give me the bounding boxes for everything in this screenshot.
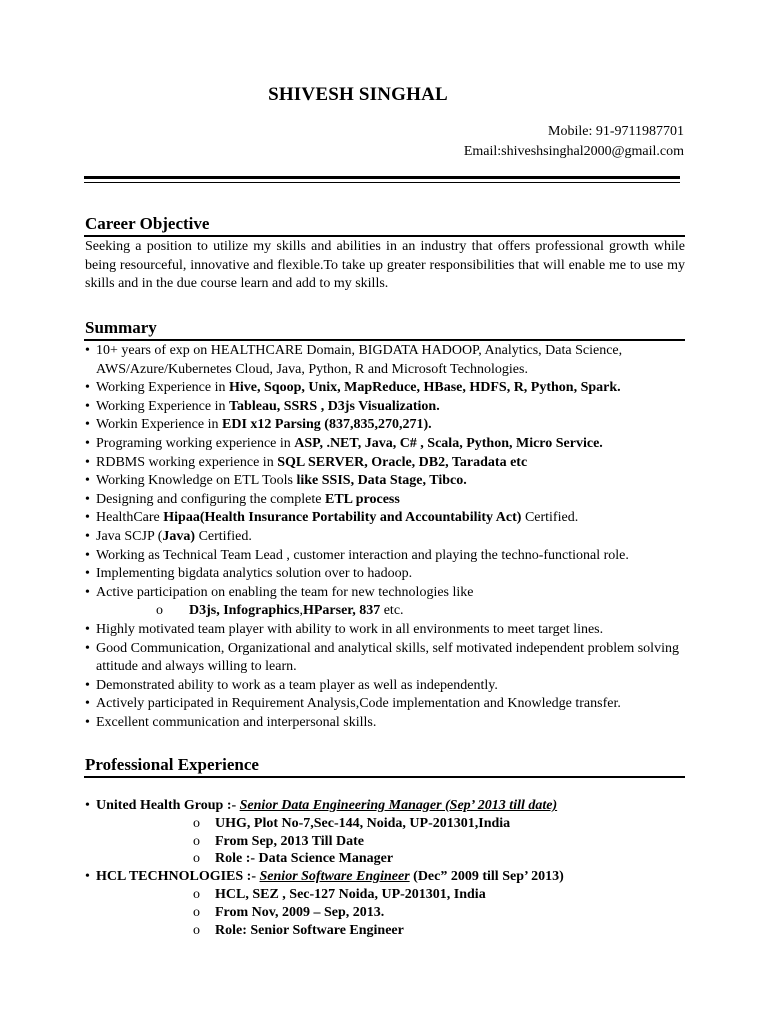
list-item: • Good Communication, Organizational and analytical skills, self motivated independent problem solving attitude and always willing to learn. <box>85 640 679 675</box>
list-item: • Programing working experience in ASP, .NET, Java, C# , Scala, Python, Micro Service. <box>85 435 685 454</box>
list-item: • Highly motivated team player with ability to work in all environments to meet target lines. <box>85 621 685 640</box>
bullet-icon: • <box>85 417 90 433</box>
job-detail: o Role :- Data Science Manager <box>193 851 394 867</box>
list-item: o D3js, Infographics,HParser, 837 etc. <box>85 602 685 621</box>
bullet-icon: • <box>85 696 90 712</box>
list-item: • Working as Technical Team Lead , customer interaction and playing the techno-functional role. <box>85 547 685 566</box>
list-item: • Designing and configuring the complete ETL process <box>85 491 685 510</box>
bullet-icon: • <box>85 677 90 693</box>
bullet-icon: • <box>85 343 90 358</box>
sub-bullet-icon: o <box>193 904 200 920</box>
bullet-icon: • <box>85 473 90 489</box>
list-item: • HealthCare Hipaa(Health Insurance Portability and Accountability Act) Certified. <box>85 509 685 528</box>
bullet-icon: • <box>85 510 90 526</box>
job-detail: o From Sep, 2013 Till Date <box>193 833 364 849</box>
job-entry <box>85 797 685 815</box>
list-item: • Implementing bigdata analytics solution over to hadoop. <box>85 565 685 584</box>
list-item: • Working Experience in Hive, Sqoop, Unix, MapReduce, HBase, HDFS, R, Python, Spark. <box>85 379 685 398</box>
job-dates: (Dec” 2009 till Sep’ 2013) <box>409 869 564 885</box>
bullet-icon: • <box>85 714 90 730</box>
summary-divider <box>84 339 685 341</box>
list-item: • Java SCJP (Java) Certified. <box>85 528 685 547</box>
list-item: • 10+ years of exp on HEALTHCARE Domain, BIGDATA HADOOP, Analytics, Data Science, AWS/Azure/Kubernetes Cloud, Java, Python, R and Microsoft Technologies. <box>85 343 623 377</box>
career-objective-divider <box>84 235 685 237</box>
job-detail: o From Nov, 2009 – Sep, 2013. <box>193 904 385 920</box>
experience-heading: Professional Experience <box>85 755 259 774</box>
header-divider-thick <box>84 176 680 179</box>
bullet-icon: • <box>85 566 90 582</box>
career-objective-text: Seeking a position to utilize my skills and abilities in an industry that offers professional growth while being resourceful, innovative and flexible.To take up greater responsibilities that will enable me to use my skills and in the due course learn and add to my skills. <box>85 239 685 292</box>
list-item: • Actively participated in Requirement Analysis,Code implementation and Knowledge transfer. <box>85 695 685 714</box>
job-detail: o Role: Senior Software Engineer <box>193 922 404 938</box>
bullet-icon: • <box>85 528 90 544</box>
bullet-icon: • <box>85 869 90 885</box>
list-item: • Excellent communication and interpersonal skills. <box>85 714 685 733</box>
bullet-icon: • <box>85 380 90 396</box>
bullet-icon: • <box>85 621 90 637</box>
summary-list <box>85 342 685 732</box>
list-item: • Working Experience in Tableau, SSRS , D3js Visualization. <box>85 398 685 417</box>
bullet-icon: • <box>85 454 90 470</box>
sub-bullet-icon: o <box>193 922 200 938</box>
bullet-icon: • <box>85 435 90 451</box>
job-role: Senior Software Engineer <box>259 869 410 885</box>
sub-bullet-icon: o <box>156 603 163 619</box>
experience-list <box>85 797 685 939</box>
company-name: United Health Group :- <box>96 798 240 813</box>
job-detail: o HCL, SEZ , Sec-127 Noida, UP-201301, India <box>193 886 486 902</box>
sub-bullet-icon: o <box>193 851 200 867</box>
summary-heading: Summary <box>85 318 157 337</box>
contact-block <box>464 122 684 162</box>
email-address: Email:shiveshsinghal2000@gmail.com <box>463 144 684 159</box>
candidate-name: SHIVESH SINGHAL <box>268 84 448 105</box>
mobile-number: Mobile: 91-9711987701 <box>548 124 684 139</box>
bullet-icon: • <box>85 491 90 507</box>
list-item: • Workin Experience in EDI x12 Parsing (837,835,270,271). <box>85 416 685 435</box>
job-entry <box>85 868 685 886</box>
bullet-icon: • <box>85 547 90 563</box>
bullet-icon: • <box>85 640 90 656</box>
list-item: • Demonstrated ability to work as a team player as well as independently. <box>85 677 685 696</box>
job-role: Senior Data Engineering Manager (Sep’ 2013 till date) <box>239 798 558 813</box>
list-item: • Working Knowledge on ETL Tools like SSIS, Data Stage, Tibco. <box>85 472 685 491</box>
experience-divider <box>84 776 685 778</box>
job-detail: o UHG, Plot No-7,Sec-144, Noida, UP-201301,India <box>193 815 511 831</box>
career-objective-heading: Career Objective <box>85 214 210 233</box>
header-divider-thin <box>84 182 680 183</box>
sub-bullet-icon: o <box>193 886 200 902</box>
bullet-icon: • <box>85 798 90 813</box>
sub-bullet-icon: o <box>193 815 200 831</box>
list-item: • RDBMS working experience in SQL SERVER, Oracle, DB2, Taradata etc <box>85 454 685 473</box>
list-item: • Active participation on enabling the team for new technologies like <box>85 584 685 603</box>
bullet-icon: • <box>85 398 90 414</box>
company-name: HCL TECHNOLOGIES :- <box>96 869 260 885</box>
sub-bullet-icon: o <box>193 833 200 849</box>
bullet-icon: • <box>85 584 90 600</box>
